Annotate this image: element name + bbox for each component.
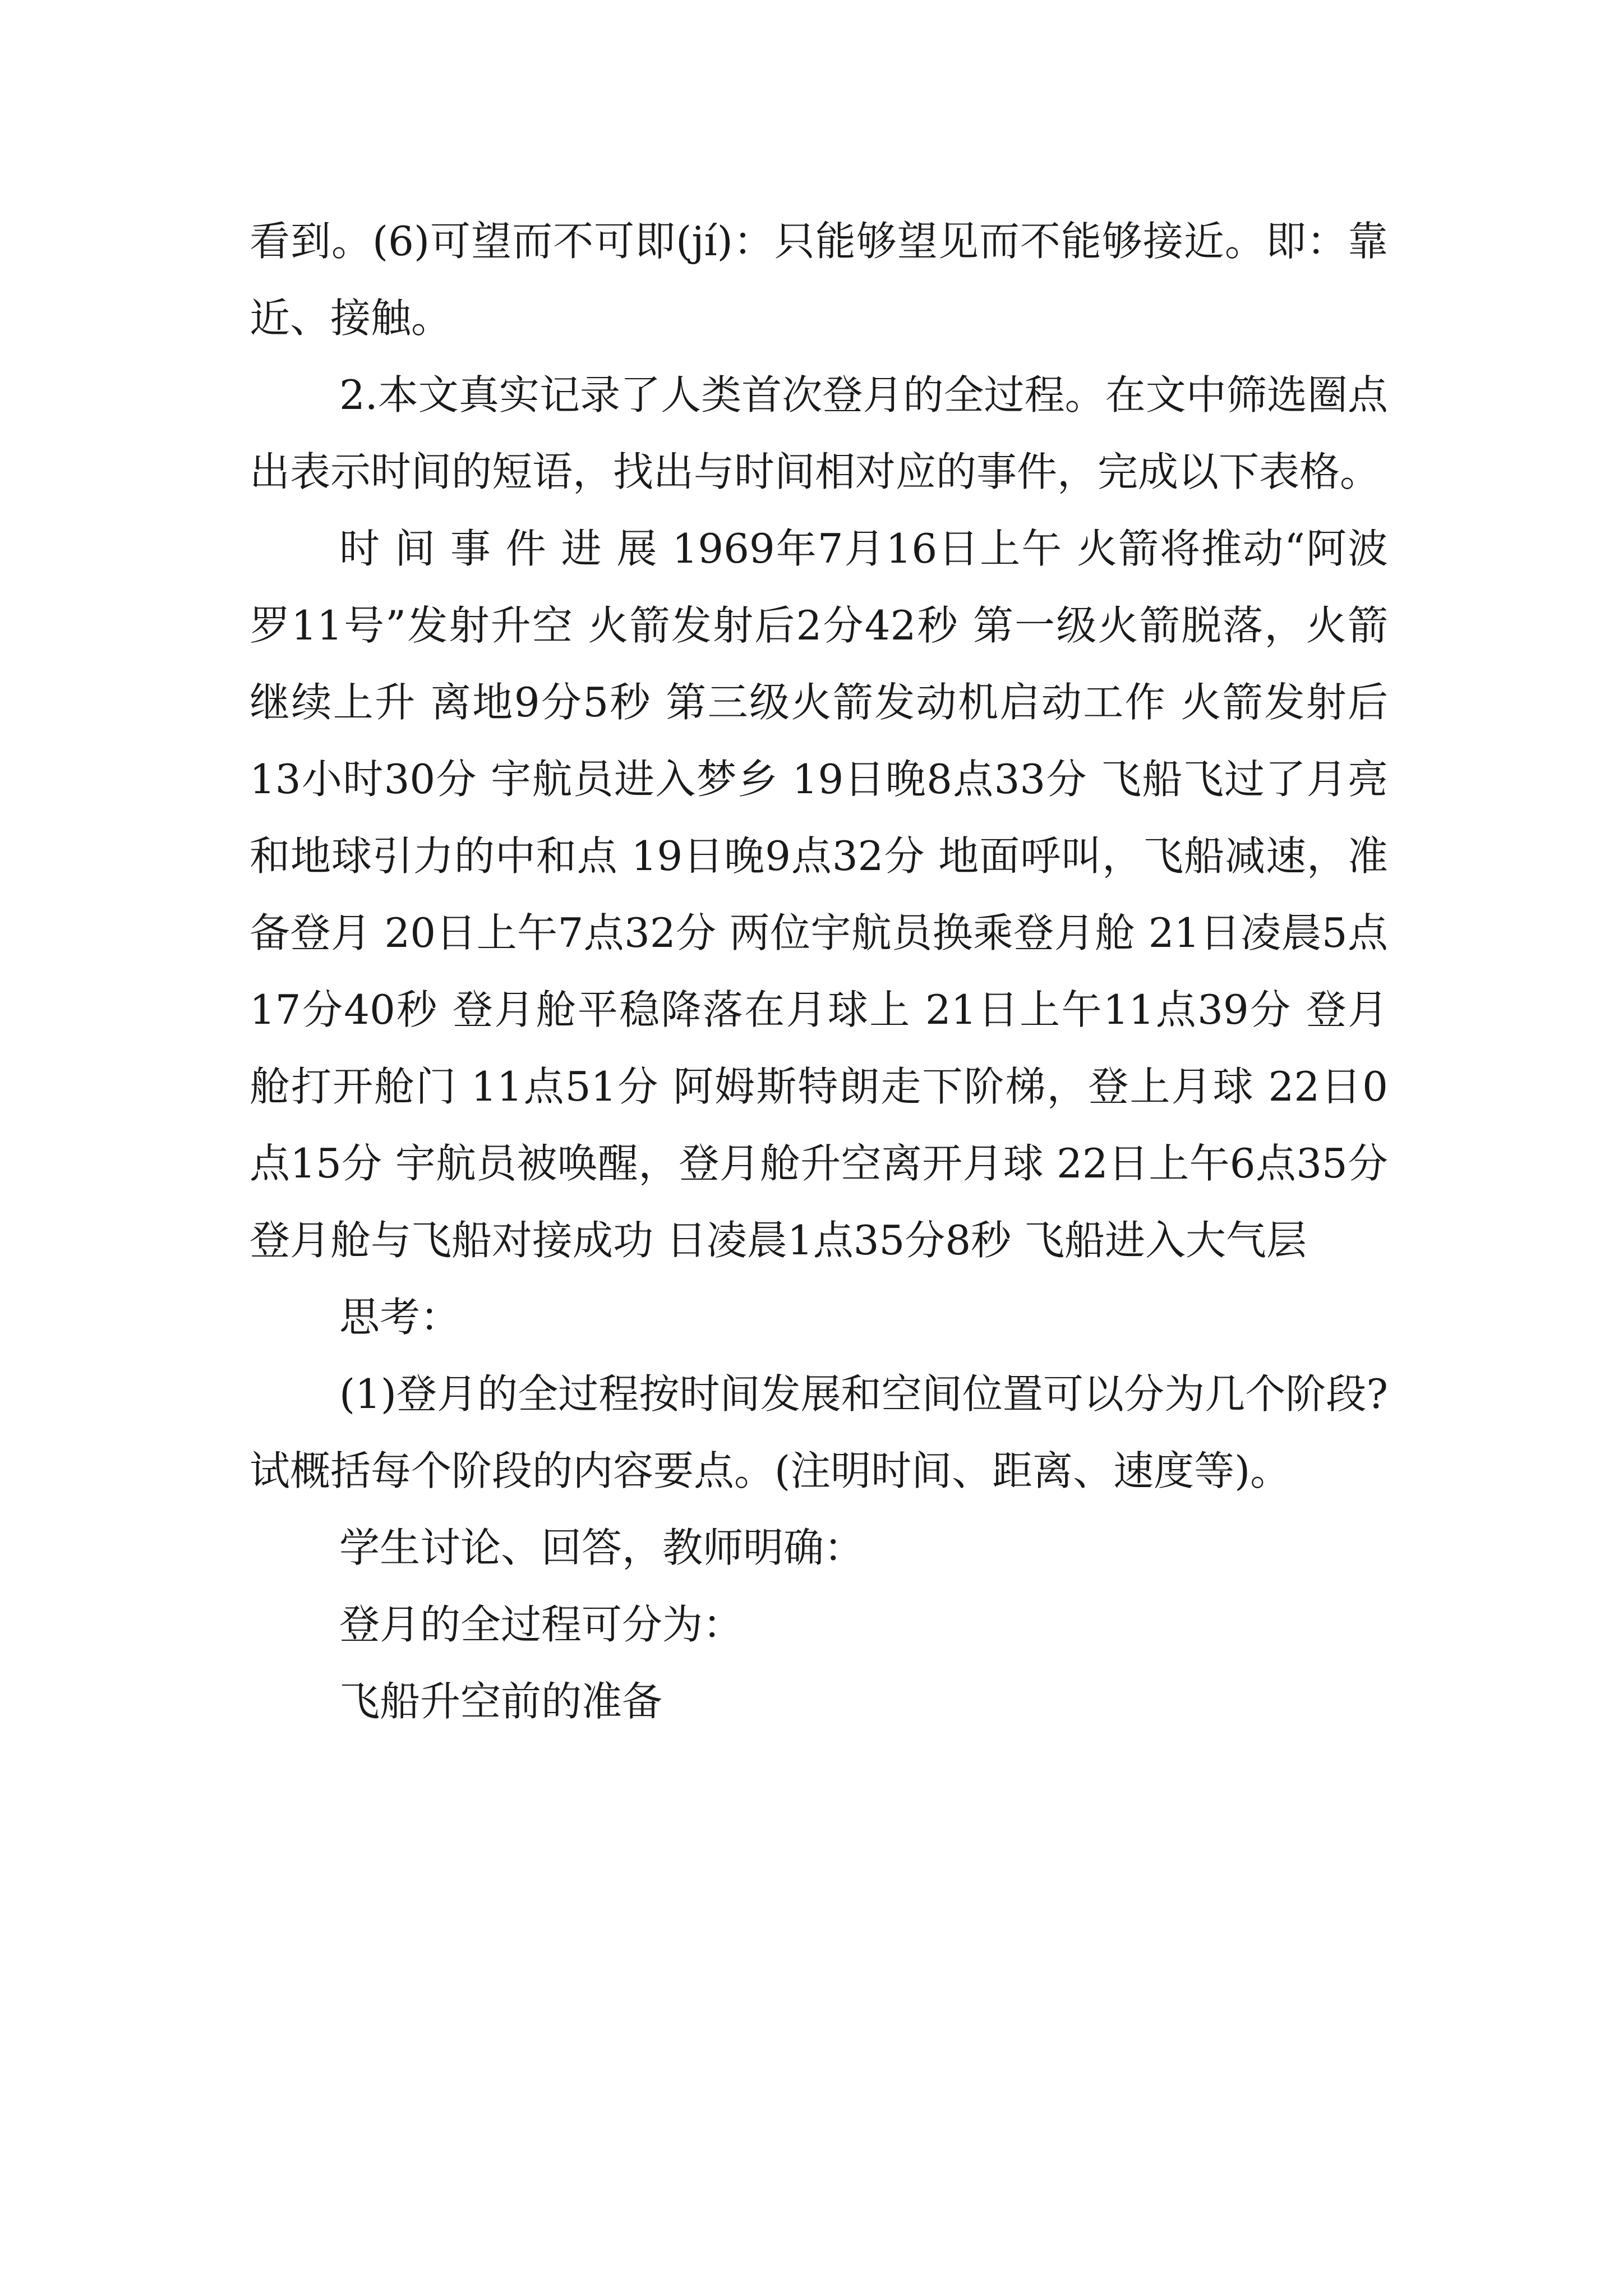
paragraph-timeline-table-text: 时 间 事 件 进 展 1969年7月16日上午 火箭将推动“阿波罗11号”发射升空 火箭发射后2分42秒 第一级火箭脱落，火箭继续上升 离地9分5秒 第三级火箭发动机启动工作 火箭发射后13小时30分 宇航员进入梦乡 19日晚8点33分 飞船飞过了月亮和地球引力的中和点 19日晚9点32分 地面呼叫，飞船减速，准备登月 20日上午7点32分 两位宇航员换乘登月舱 21日凌晨5点17分40秒 登月舱平稳降落在月球上 21日上午11点39分 登月舱打开舱门 11点51分 阿姆斯特朗走下阶梯，登上月球 22日0点15分 宇航员被唤醒，登月舱升空离开月球 22日上午6点35分 登月舱与飞船对接成功 日凌晨1点35分8秒 飞船进入大气层 <box>250 525 1388 1264</box>
paragraph-question-2: 2.本文真实记录了人类首次登月的全过程。在文中筛选圈点出表示时间的短语，找出与时间相对应的事件，完成以下表格。 <box>250 371 1388 495</box>
paragraph-thinking-question-1: (1)登月的全过程按时间发展和空间位置可以分为几个阶段?试概括每个阶段的内容要点。(注明时间、距离、速度等)。 <box>250 1370 1388 1494</box>
paragraph-thinking-heading: 思考： <box>339 1294 461 1341</box>
paragraph-intro-definitions: 看到。(6)可望而不可即(jí)：只能够望见而不能够接近。即：靠近、接触。 <box>250 218 1388 342</box>
paragraph-discussion-line: 学生讨论、回答，教师明确： <box>339 1524 865 1571</box>
document-body <box>250 203 1388 1740</box>
paragraph-stage-1: 飞船升空前的准备 <box>339 1678 663 1725</box>
paragraph-stages-intro: 登月的全过程可分为： <box>339 1601 744 1648</box>
